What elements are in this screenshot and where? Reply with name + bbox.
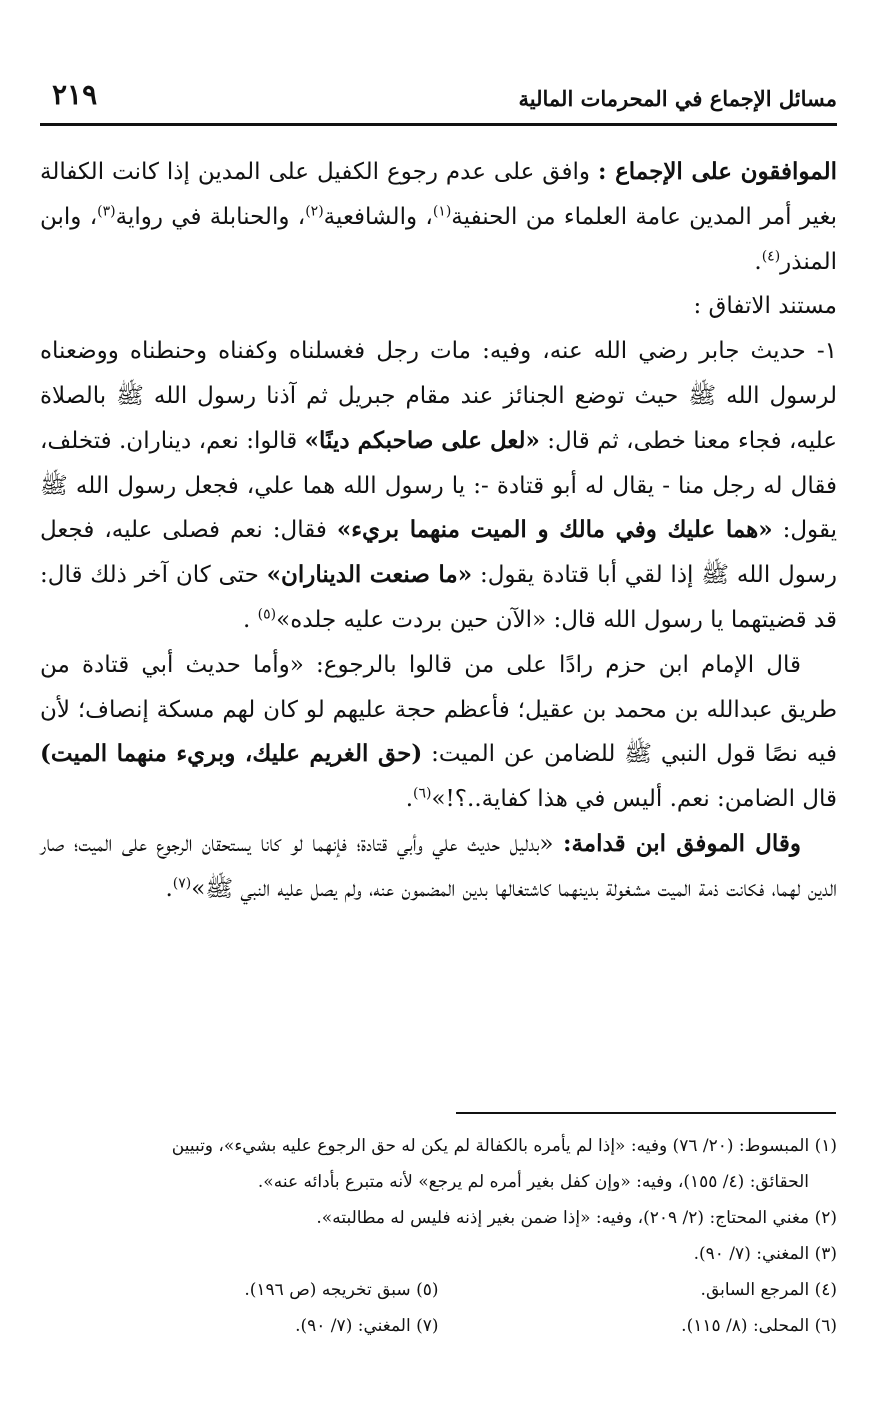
text-run: قال الإمام ابن حزم رادًا على من قالوا بالرجوع: «وأما حديث أبي قتادة من طريق عبدالله بن محمد بن عقيل؛ فأعظم حجة عليهم لو كان لهم مسكة إنصاف؛ لأن فيه نصًا قول النبي ﷺ للضامن عن الميت: (40, 651, 837, 768)
footnote-2: (٢) مغني المحتاج: (٢/ ٢٠٩)، وفيه: «إذا ضمن بغير إذنه فليس له مطالبته». (316, 1208, 837, 1228)
text-run: ، والشافعية (323, 203, 433, 230)
footnote-3: (٣) المغني: (٧/ ٩٠). (693, 1244, 837, 1264)
consensus-label: الموافقون على الإجماع : (597, 158, 837, 185)
text-run: . (754, 248, 762, 275)
text-run: فقال: نعم فصلى عليه، فجعل رسول الله ﷺ إذا لقي أبا قتادة يقول: (40, 517, 837, 589)
page-number: ٢١٩ (52, 78, 98, 111)
footnote-ref[interactable]: (٣) (97, 203, 116, 220)
quote-bold: «ما صنعت الديناران» (266, 561, 473, 589)
footnote-6: (٦) المحلى: (٨/ ١١٥). (681, 1316, 837, 1336)
text-run: . (405, 786, 414, 813)
text-run: ، والحنابلة في رواية (115, 203, 306, 230)
footnote-5: (٥) سبق تخريجه (ص ١٩٦). (244, 1280, 439, 1300)
paragraph-hadith (40, 329, 837, 643)
footnote-rule (456, 1112, 836, 1114)
text-run: «بدليل حديث علي وأبي قتادة؛ فإنهما لو كانا يستحقان الرجوع على الميت؛ صار الدين لهما، فكانت ذمة الميت مشغولة بدينهما كاشتغالها بدين المضمون عنه، ولم يصل عليه النبي ﷺ» (40, 830, 837, 902)
quote-bold: «لعل على صاحبكم دينًا» (304, 426, 540, 454)
page-header (40, 78, 837, 126)
footnote-7: (٧) المغني: (٧/ ٩٠). (295, 1316, 439, 1336)
text-run: ، وابن المنذر (40, 203, 837, 275)
footnote-ref[interactable]: (٥) (257, 606, 277, 623)
quote-bold: (حق الغريم عليك، وبريء منهما الميت) (40, 740, 423, 768)
text-run: حتى كان آخر ذلك قال: قد قضيتهما يا رسول الله قال: «الآن حين بردت عليه جلده» (40, 562, 837, 633)
text-run: قال الضامن: نعم. أليس في هذا كفاية..؟!» (431, 786, 837, 813)
quote-bold: «هما عليك وفي مالك و الميت منهما بريء» (336, 516, 773, 544)
text-run: وافق على عدم رجوع الكفيل على المدين إذا كانت الكفالة بغير أمر المدين عامة العلماء من الحنفية (40, 159, 837, 230)
footnote-ref[interactable]: (٢) (305, 203, 324, 220)
text-run: . (165, 875, 173, 902)
footnote-ref[interactable]: (١) (432, 203, 452, 220)
paragraph-ibn-qudama (40, 822, 837, 912)
text-run: ١- حديث جابر رضي الله عنه، وفيه: مات رجل فغسلناه وكفناه وحنطناه ووضعناه لرسول الله ﷺ حيث توضع الجنائز عند مقام جبريل ثم آذنا رسول الله ﷺ بالصلاة عليه، فجاء معنا خطى، ثم قال: (40, 338, 838, 454)
section-heading: مستند الاتفاق : (693, 293, 837, 320)
text-run: . (243, 606, 258, 633)
footnote-ref[interactable]: (٤) (761, 247, 781, 264)
footnote-4: (٤) المرجع السابق. (700, 1280, 837, 1300)
footnote-row (40, 1272, 837, 1308)
footnote-1: (١) المبسوط: (٢٠/ ٧٦) وفيه: «إذا لم يأمره بالكفالة لم يكن له حق الرجوع عليه بشيء»، وتبيين (171, 1136, 837, 1156)
footnote-ref[interactable]: (٦) (413, 785, 432, 802)
header-rule (40, 123, 837, 126)
footnote-1-continued: الحقائق: (٤/ ١٥٥)، وفيه: «وإن كفل بغير أمره لم يرجع» لأنه متبرع بأدائه عنه». (257, 1172, 809, 1192)
paragraph-consensus (40, 150, 837, 284)
text-run: قالوا: نعم، ديناران. فتخلف، فقال له رجل منا - يقال له أبو قتادة -: يا رسول الله هما علي، فجعل رسول الله ﷺ يقول: (40, 427, 837, 544)
speaker-label: وقال الموفق ابن قدامة: (562, 829, 802, 857)
main-text (40, 150, 837, 912)
footnotes (40, 1128, 837, 1344)
paragraph-ibn-hazm (40, 643, 837, 822)
running-title: مسائل الإجماع في المحرمات المالية (518, 86, 837, 111)
footnote-ref[interactable]: (٧) (172, 875, 192, 892)
footnote-row (40, 1308, 837, 1344)
